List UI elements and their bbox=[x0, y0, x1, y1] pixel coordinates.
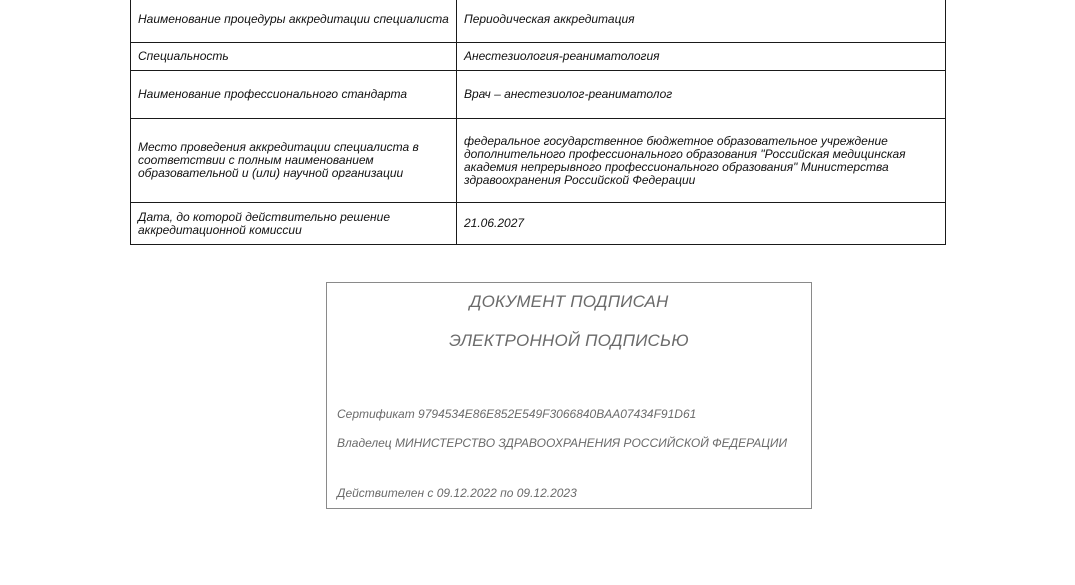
valid-until-value: 21.06.2027 bbox=[457, 203, 946, 245]
standard-value: Врач – анестезиолог-реаниматолог bbox=[457, 71, 946, 119]
procedure-label: Наименование процедуры аккредитации специалиста bbox=[131, 0, 457, 43]
stamp-title-line1: ДОКУМЕНТ ПОДПИСАН bbox=[469, 292, 669, 311]
specialty-value: Анестезиология-реаниматология bbox=[457, 43, 946, 71]
stamp-certificate: Сертификат 9794534E86E852E549F3066840BAA07434F91D61 bbox=[337, 407, 697, 421]
accreditation-info-table bbox=[130, 0, 946, 245]
procedure-value: Периодическая аккредитация bbox=[457, 0, 946, 43]
place-value: федеральное государственное бюджетное образовательное учреждение дополнительного профессионального образования "Российская медицинская академия непрерывного профессионального образования" Министерства здравоохранения Российской Федерации bbox=[457, 119, 946, 203]
table-row-valid-until bbox=[131, 203, 946, 245]
place-label: Место проведения аккредитации специалиста в соответствии с полным наименованием образовательной и (или) научной организации bbox=[131, 119, 457, 203]
stamp-title-line2: ЭЛЕКТРОННОЙ ПОДПИСЬЮ bbox=[449, 331, 689, 350]
table-row-place bbox=[131, 119, 946, 203]
stamp-validity: Действителен с 09.12.2022 по 09.12.2023 bbox=[337, 486, 577, 500]
table-row-specialty bbox=[131, 43, 946, 71]
electronic-signature-stamp bbox=[326, 282, 812, 509]
standard-label: Наименование профессионального стандарта bbox=[131, 71, 457, 119]
table-row-procedure bbox=[131, 0, 946, 43]
table-row-standard bbox=[131, 71, 946, 119]
valid-until-label: Дата, до которой действительно решение аккредитационной комиссии bbox=[131, 203, 457, 245]
specialty-label: Специальность bbox=[131, 43, 457, 71]
stamp-owner: Владелец МИНИСТЕРСТВО ЗДРАВООХРАНЕНИЯ РОССИЙСКОЙ ФЕДЕРАЦИИ bbox=[337, 436, 788, 450]
